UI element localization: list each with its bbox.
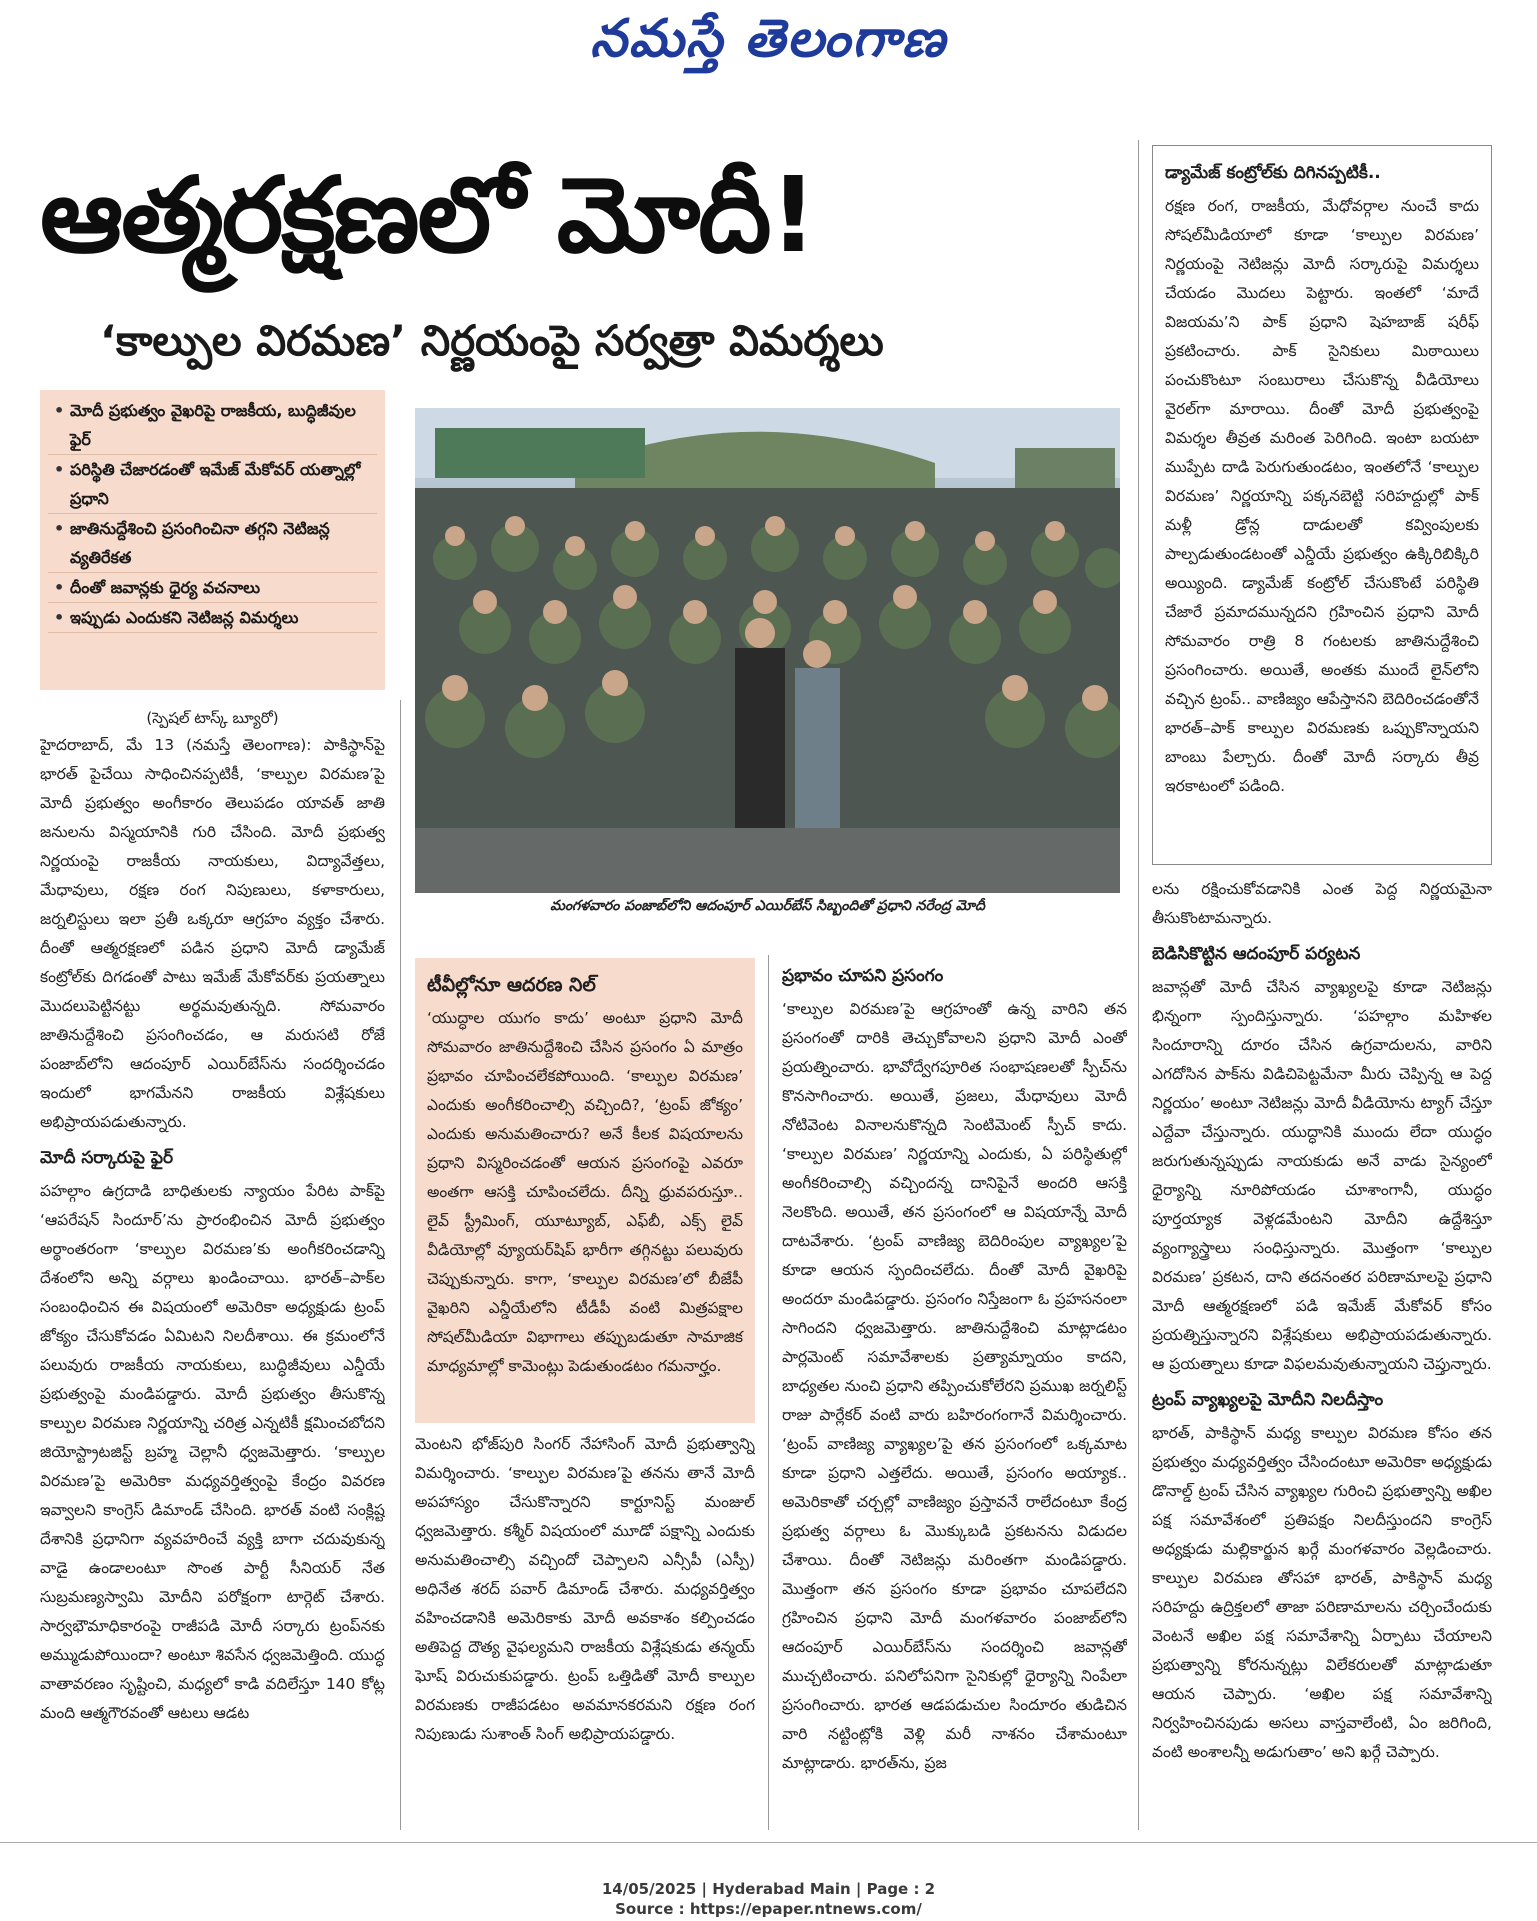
highlight-item: • ఇప్పుడు ఎందుకని నెటిజన్ల విమర్శలు — [48, 603, 377, 633]
damage-control-box — [1152, 145, 1492, 865]
article-paragraph: భారత్, పాకిస్థాన్ మధ్య కాల్పుల విరమణ కోసం తన ప్రభుత్వం మధ్యవర్తిత్వం చేసిందంటూ అమెరికా అధ్యక్షుడు డొనాల్డ్ ట్రంప్ చేసిన వ్యాఖ్యల గురించి ప్రభుత్వాన్ని అఖిల పక్ష సమావేశంలో ప్రతిపక్షం నిలదీస్తుందని కాంగ్రెస్ అధ్యక్షుడు మల్లికార్జున ఖర్గే మంగళవారం వెల్లడించారు. కాల్పుల విరమణ తోసహా భారత్, పాకిస్థాన్ మధ్య సరిహద్దు ఉద్రిక్తలలో తాజా పరిణామాలను చర్చించేందుకు వెంటనే అఖిల పక్ష సమావేశాన్ని ఏర్పాటు చేయాలని ప్రభుత్వాన్ని కోరనున్నట్లు విలేకరులతో మాట్లాడుతూ ఆయన చెప్పారు. ‘అఖిల పక్ష సమావేశాన్ని నిర్వహించినపుడు అసలు వాస్తవాలేంటి, ఏం జరిగింది, వంటి అంశాలన్నీ అడుగుతాం’ అని ఖర్గే చెప్పారు. — [1152, 1424, 1492, 1761]
footer-date-edition: 14/05/2025 | Hyderabad Main | Page : 2 — [601, 1880, 936, 1898]
article-paragraph: మెంటని భోజ్‌పురి సింగర్ నేహాసింగ్ మోదీ ప్రభుత్వాన్ని విమర్శించారు. ‘కాల్పుల విరమణ’పై తనను తానే మోదీ అపహాస్యం చేసుకొన్నారని కార్టూనిస్ట్ మంజుల్ ధ్వజమెత్తారు. కశ్మీర్ విషయంలో మూడో పక్షాన్ని ఎందుకు అనుమతించాల్సి వచ్చిందో చెప్పాలని ఎన్సీపీ (ఎస్పీ) అధినేత శరద్ పవార్ డిమాండ్ చేశారు. మధ్యవర్తిత్వం వహించడానికి అమెరికాకు మోదీ అవకాశం కల్పించడం అతిపెద్ద దౌత్య వైఫల్యమని రాజకీయ విశ్లేషకుడు తన్మయ్ ఘోష్ విరుచుకుపడ్డారు. ట్రంప్ ఒత్తిడితో మోదీ కాల్పుల విరమణకు రాజీపడటం అవమానకరమని రక్షణ రంగ నిపుణుడు సుశాంత్ సింగ్ అభిప్రాయపడ్డారు. — [415, 1435, 755, 1743]
news-photo — [415, 408, 1120, 893]
section-heading: ట్రంప్ వ్యాఖ్యలపై మోదీని నిలదీస్తాం — [1152, 1390, 1384, 1410]
masthead-logo: నమస్తే తెలంగాణ — [590, 8, 947, 69]
tv-sidebar-box — [415, 958, 755, 1423]
column-3 — [782, 955, 1127, 1830]
box-text: రక్షణ రంగ, రాజకీయ, మేధోవర్గాల నుంచే కాదు సోషల్‌మీడియాలో కూడా ‘కాల్పుల విరమణ’ నిర్ణయంపై నెటిజన్లు మోదీ సర్కారుపై విమర్శలు చేయడం మొదలు పెట్టారు. ఇంతలో ‘మాదే విజయమ’ని పాక్ ప్రధాని షెహబాజ్ షరీఫ్ ప్రకటించారు. పాక్ సైనికులు మిఠాయిలు పంచుకొంటూ సంబురాలు చేసుకొన్న వీడియోలు వైరల్‌గా మారాయి. దీంతో మోదీ ప్రభుత్వంపై విమర్శల తీవ్రత మరింత పెరిగింది. ఇంటా బయటా ముప్పేట దాడి పెరుగుతుండటం, ఇంతలోనే ‘కాల్పుల విరమణ’ నిర్ణయాన్ని పక్కనబెట్టి సరిహద్దుల్లో పాక్ మళ్లీ డ్రోన్ల దాడులతో కవ్వింపులకు పాల్పడుతుండటంతో ఎన్డీయే ప్రభుత్వం ఉక్కిరిబిక్కిరి అయ్యింది. డ్యామేజ్ కంట్రోల్ చేసుకొంటే పరిస్థితి చేజారే ప్రమాదమున్నదని గ్రహించిన ప్రధాని మోదీ సోమవారం రాత్రి 8 గంటలకు జాతినుద్దేశించి ప్రసంగించారు. అయితే, అంతకు ముందే లైన్‌లోని వచ్చిన ట్రంప్.. వాణిజ్యం ఆపేస్తానని బెదిరించడంతోనే భారత్–పాక్ కాల్పుల విరమణకు ఒప్పుకొన్నాయని బాంబు పేల్చారు. దీంతో మోదీ సర్కారు తీవ్ర ఇరకాటంలో పడింది. — [1165, 197, 1479, 795]
box-title: డ్యామేజ్ కంట్రోల్‌కు దిగినప్పటికీ.. — [1165, 163, 1381, 183]
column-divider — [400, 700, 401, 1830]
photo-caption: మంగళవారం పంజాబ్‌లోని ఆదంపూర్ ఎయిర్‌బేస్ సిబ్బందితో ప్రధాని నరేంద్ర మోదీ — [550, 898, 985, 914]
article-paragraph: జవాన్లతో మోదీ చేసిన వ్యాఖ్యలపై కూడా నెటిజన్లు భిన్నంగా స్పందిస్తున్నారు. ‘పహల్గాం మహిళల సిందూరాన్ని దూరం చేసిన ఉగ్రవాదులను, వారిని ఎగదోసిన పాక్‌ను విడిచిపెట్టమేనా మీరు చెప్పిన్న ఆ పెద్ద నిర్ణయం’ అంటూ నెటిజన్లు మోదీ వీడియోను ట్యాగ్ చేస్తూ ఎద్దేవా చేస్తున్నారు. యుద్ధానికి ముందు లేదా యుద్ధం జరుగుతున్నప్పుడు నాయకుడు అనే వాడు సైన్యంలో ధైర్యాన్ని నూరిపోయడం చూశాంగానీ, యుద్ధం పూర్తయ్యాక వెళ్లడమేంటని మోదీని ఉద్దేశిస్తూ వ్యంగ్యాస్త్రాలు సంధిస్తున్నారు. మొత్తంగా ‘కాల్పుల విరమణ’ ప్రకటన, దాని తదనంతర పరిణామాలపై ప్రధాని మోదీ ఆత్మరక్షణలో పడి ఇమేజ్ మేకోవర్ కోసం ప్రయత్నిస్తున్నారని విశ్లేషకులు అభిప్రాయపడుతున్నారు. ఆ ప్రయత్నాలు కూడా విఫలమవుతున్నాయని చెప్తున్నారు. — [1152, 978, 1492, 1373]
column-2-continued — [415, 1430, 755, 1830]
footer-source: Source : https://epaper.ntnews.com/ — [615, 1900, 922, 1918]
article-paragraph: ‘కాల్పుల విరమణ’పై ఆగ్రహంతో ఉన్న వారిని తన ప్రసంగంతో దారికి తెచ్చుకోవాలని ప్రధాని మోదీ ఎంతో ప్రయత్నించారు. భావోద్వేగపూరిత సంభాషణలతో స్పీచ్‌ను కొనసాగించారు. అయితే, ప్రజలు, మేధావులు మోదీ నోటివెంట వినాలనుకొన్నది సెంటిమెంట్ స్పీచ్ కాదు. ‘కాల్పుల విరమణ’ నిర్ణయాన్ని ఎందుకు, ఏ పరిస్థితుల్లో అంగీకరించాల్సి వచ్చిందన్న దానిపైనే అందరి ఆసక్తి నెలకొంది. అయితే, తన ప్రసంగంలో ఆ విషయాన్నే మోదీ దాటవేశారు. ‘ట్రంప్ వాణిజ్య బెదిరింపుల వ్యాఖ్యల’పై కూడా ఆయన స్పందించలేదు. దీంతో మోదీ వైఖరిపై అందరూ మండిపడ్డారు. ప్రసంగం నిస్తేజంగా ఓ ప్రహసనంలా సాగిందని ధ్వజమెత్తారు. జాతినుద్దేశించి మాట్లాడటం పార్లమెంట్ సమావేశాలకు ప్రత్యామ్నాయం కాదని, బాధ్యతల నుంచి ప్రధాని తప్పించుకోలేరని ప్రముఖ జర్నలిస్ట్ రాజు పార్లేకర్ వంటి వారు బహిరంగంగానే విమర్శించారు. ‘ట్రంప్ వాణిజ్య వ్యాఖ్యల’పై తన ప్రసంగంలో ఒక్కమాట కూడా ప్రధాని ఎత్తలేదు. అయితే, ప్రసంగం అయ్యాక.. అమెరికాతో చర్చల్లో వాణిజ్యం ప్రస్తావనే రాలేదంటూ కేంద్ర ప్రభుత్వ వర్గాలు ఓ మొక్కుబడి ప్రకటనను విడుదల చేశాయి. దీంతో నెటిజన్లు మరింతగా మండిపడ్డారు. మొత్తంగా తన ప్రసంగం కూడా ప్రభావం చూపలేదని గ్రహించిన ప్రధాని మోదీ మంగళవారం పంజాబ్‌లోని ఆదంపూర్ ఎయిర్‌బేస్‌ను సందర్శించి జవాన్లతో ముచ్చటించారు. పనిలోపనిగా సైనికుల్లో ధైర్యాన్ని నింపేలా ప్రసంగించారు. భారత ఆడపడుచుల సిందూరం తుడిచిన వారి నట్టింట్లోకి వెళ్లి మరీ నాశనం చేశామంటూ మాట్లాడారు. భారత్‌ను, ప్రజ — [782, 1000, 1127, 1772]
section-heading: మోదీ సర్కారుపై ఫైర్ — [40, 1148, 174, 1168]
column-4 — [1152, 875, 1492, 1830]
sidebar-text: ‘యుద్ధాల యుగం కాదు’ అంటూ ప్రధాని మోదీ సోమవారం జాతినుద్దేశించి చేసిన ప్రసంగం ఏ మాత్రం ప్రభావం చూపించలేకపోయింది. ‘కాల్పుల విరమణ’ ఎందుకు అంగీకరించాల్సి వచ్చింది?, ‘ట్రంప్ జోక్యం’ ఎందుకు అనుమతించారు? అనే కీలక విషయాలను ప్రధాని విస్మరించడంతో ఆయన ప్రసంగంపై ఎవరూ అంతగా ఆసక్తి చూపించలేదు. దీన్ని ధ్రువపరుస్తూ.. లైవ్ స్ట్రీమింగ్, యూట్యూబ్, ఎఫ్‌బీ, ఎక్స్ లైవ్ వీడియోల్లో వ్యూయర్‌షిప్ భారీగా తగ్గినట్టు పలువురు చెప్పుకున్నారు. కాగా, ‘కాల్పుల విరమణ’లో బీజేపీ వైఖరిని ఎన్డీయేలోని టీడీపీ వంటి మిత్రపక్షాల సోషల్‌మీడియా విభాగాలు తప్పుబడుతూ సామాజిక మాధ్యమాల్లో కామెంట్లు పెడుతుండటం గమనార్హం. — [427, 1009, 743, 1375]
highlight-item: • మోదీ ప్రభుత్వం వైఖరిపై రాజకీయ, బుద్ధిజీవుల ఫైర్ — [48, 396, 377, 455]
article-paragraph: పహల్గాం ఉగ్రదాడి బాధితులకు న్యాయం పేరిట పాక్‌పై ‘ఆపరేషన్ సిందూర్’ను ప్రారంభించిన మోదీ ప్రభుత్వం అర్థాంతరంగా ‘కాల్పుల విరమణ’కు అంగీకరించడాన్ని దేశంలోని అన్ని వర్గాలు ఖండించాయి. భారత్–పాక్‌ల సంబంధించిన ఈ విషయంలో అమెరికా అధ్యక్షుడు ట్రంప్ జోక్యం చేసుకోవడం ఏమిటని నిలదీశాయి. ఈ క్రమంలోనే పలువురు రాజకీయ నాయకులు, బుద్ధిజీవులు ఎన్డీయే ప్రభుత్వంపై మండిపడ్డారు. మోదీ ప్రభుత్వం తీసుకొన్న కాల్పుల విరమణ నిర్ణయాన్ని చరిత్ర ఎన్నటికీ క్షమించబోదని జియోస్ట్రాటజిస్ట్ బ్రహ్మ చెల్లానీ ధ్వజమెత్తారు. ‘కాల్పుల విరమణ’పై అమెరికా మధ్యవర్తిత్వంపై కేంద్రం వివరణ ఇవ్వాలని కాంగ్రెస్ డిమాండ్ చేసింది. భారత్ వంటి సంక్లిష్ట దేశానికి ప్రధానిగా వ్యవహరించే వ్యక్తి బాగా చదువుకున్న వాడై ఉండాలంటూ సొంత పార్టీ సీనియర్ నేత సుబ్రమణ్యస్వామి మోదీని పరోక్షంగా టార్గెట్ చేశారు. సార్వభౌమాధికారంపై రాజీపడి మోదీ సర్కారు ట్రంప్‌నకు అమ్ముడుపోయిందా? అంటూ శివసేన ధ్వజమెత్తింది. యుద్ధ వాతావరణం సృష్టించి, మధ్యలో కాడి వదిలేస్తూ 140 కోట్ల మంది ఆత్మగౌరవంతో ఆటలు ఆడట — [40, 1182, 385, 1722]
highlights-box — [40, 390, 385, 690]
highlight-item: • జాతినుద్దేశించి ప్రసంగించినా తగ్గని నెటిజన్ల వ్యతిరేకత — [48, 514, 377, 573]
section-heading: బెడిసికొట్టిన ఆదంపూర్ పర్యటన — [1152, 944, 1361, 964]
section-heading: ప్రభావం చూపని ప్రసంగం — [782, 966, 944, 986]
photo-illustration — [415, 408, 1120, 893]
highlight-item: • దీంతో జవాన్లకు ధైర్య వచనాలు — [48, 573, 377, 603]
article-paragraph: హైదరాబాద్, మే 13 (నమస్తే తెలంగాణ): పాకిస్థాన్‌పై భారత్ పైచేయి సాధించినప్పటికీ, ‘కాల్పుల విరమణ’పై మోదీ ప్రభుత్వం అంగీకారం తెలుపడం యావత్ జాతి జనులను విస్మయానికి గురి చేసింది. మోదీ ప్రభుత్వ నిర్ణయంపై రాజకీయ నాయకులు, విద్యావేత్తలు, మేధావులు, రక్షణ రంగ నిపుణులు, కళాకారులు, జర్నలిస్టులు ఇలా ప్రతీ ఒక్కరూ ఆగ్రహం వ్యక్తం చేశారు. దీంతో ఆత్మరక్షణలో పడిన ప్రధాని మోదీ డ్యామేజ్ కంట్రోల్‌కు దిగడంతో పాటు ఇమేజ్ మేకోవర్‌కు ప్రయత్నాలు మొదలుపెట్టినట్టు అర్థమవుతున్నది. సోమవారం జాతినుద్దేశించి ప్రసంగించడం, ఆ మరుసటి రోజే పంజాబ్‌లోని ఆదంపూర్ ఎయిర్‌బేస్‌ను సందర్శించడం ఇందులో భాగమేనని రాజకీయ విశ్లేషకులు అభిప్రాయపడుతున్నారు. — [40, 736, 385, 1131]
column-divider — [768, 955, 769, 1830]
byline: (స్పెషల్ టాస్క్ బ్యూరో) — [146, 709, 279, 727]
headline: ఆత్మరక్షణలో మోదీ! — [40, 154, 815, 276]
column-divider — [1138, 140, 1139, 1830]
highlight-item: • పరిస్థితి చేజారడంతో ఇమేజ్ మేకోవర్ యత్నాల్లో ప్రధాని — [48, 455, 377, 514]
article-paragraph: లను రక్షించుకోవడానికి ఎంత పెద్ద నిర్ణయమైనా తీసుకొంటామన్నారు. — [1152, 880, 1492, 927]
sidebar-title: టీవీల్లోనూ ఆదరణ నిల్ — [427, 974, 596, 996]
column-1 — [40, 705, 385, 1835]
footer-rule — [0, 1842, 1537, 1843]
subheadline: ‘కాల్పుల విరమణ’ నిర్ణయంపై సర్వత్రా విమర్శలు — [100, 316, 884, 365]
